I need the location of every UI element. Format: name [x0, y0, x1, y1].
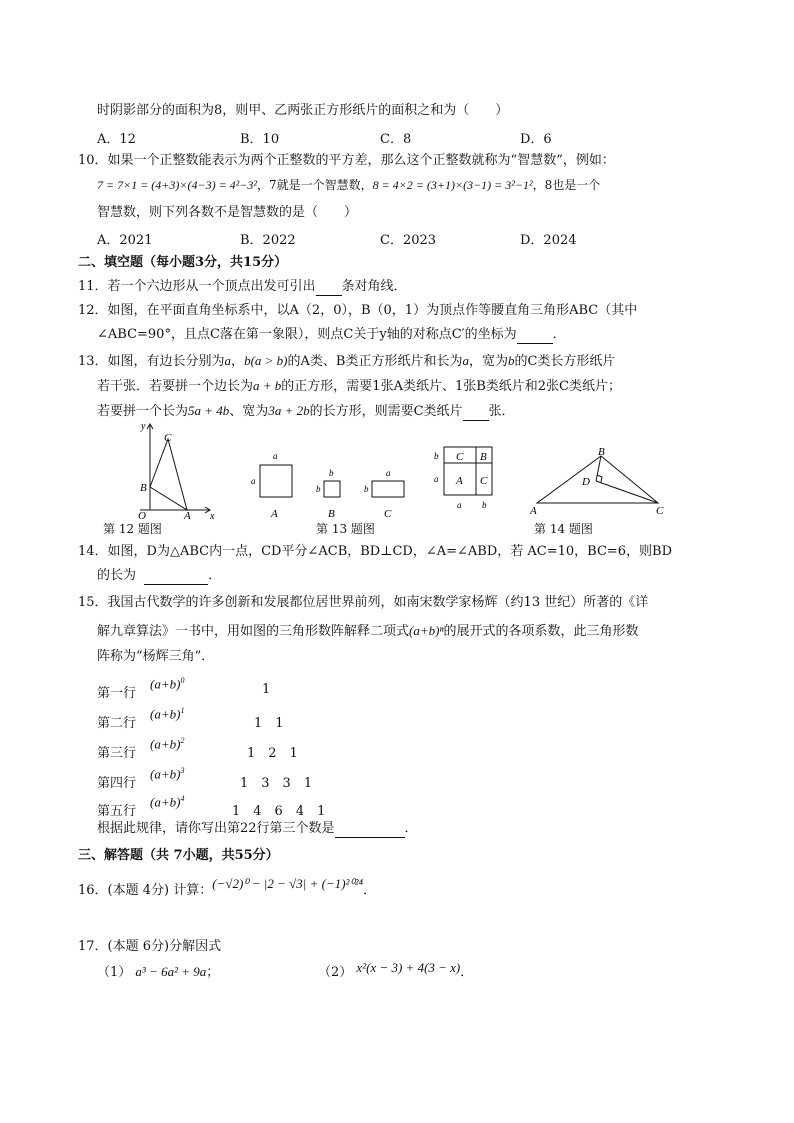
fig13-rect-c — [372, 481, 404, 497]
fig12-label-y: y — [141, 421, 146, 432]
q15-line2 — [97, 622, 639, 641]
fig14-label-a: A — [530, 505, 537, 517]
q17-p1-num: （1） — [97, 965, 132, 980]
q15-line3: 阵称为“杨辉三角”． — [97, 649, 215, 664]
q11-blank[interactable] — [316, 281, 342, 296]
q10-eq2: 8 = 4×2 = (3+1)×(3−1) = 3²−1² — [372, 178, 533, 192]
q9-option-a: A．12 — [97, 132, 136, 147]
fig13-caption-b: B — [328, 508, 335, 520]
q10-option-d: D．2024 — [520, 233, 577, 248]
yanghui-row-label: 第一行 — [97, 686, 137, 701]
q13-b: b — [507, 353, 515, 368]
q15-last — [97, 820, 418, 838]
q13-line1 — [78, 352, 615, 371]
q13-apb: a + b — [253, 378, 282, 393]
fig13-label-b-bottom: b — [482, 500, 487, 510]
q13-t4: 的C类长方形纸片 — [514, 354, 616, 369]
q14-end: ． — [208, 568, 222, 583]
fig13-label-b-left: b — [434, 451, 439, 461]
yanghui-expr-exponent: 1 — [180, 706, 185, 715]
q10-mid2: ，8也是一个 — [532, 178, 601, 192]
q16-expression: (−√2)⁰ − |2 − √3| + (−1)²⁰²⁴ — [212, 876, 364, 891]
fig12-diagram — [140, 424, 210, 513]
fig12-label-x: x — [210, 511, 215, 522]
q13-wid: 3a + 2b — [268, 403, 310, 418]
q12-line1: 12．如图，在平面直角坐标系中，以A（2，0），B（0，1）为顶点作等腰直角三角形ABC（其中 — [78, 303, 638, 318]
q13-t9: 的长方形，则需要C类纸片 — [309, 404, 463, 419]
fig14-label-d: D — [582, 476, 590, 488]
fig14-label-c: C — [656, 505, 664, 517]
q17-part2 — [318, 960, 474, 982]
q13-t6: 的正方形，需要1张A类纸片、1张B类纸片和2张C类纸片； — [281, 379, 621, 394]
q15-t1: 解九章算法》一书中，用如图的三角形数阵解释二项式 — [97, 624, 410, 639]
fig13-square-b — [324, 481, 340, 497]
q10-mid1: ，7就是一个智慧数， — [256, 178, 373, 192]
q10-line3: 智慧数，则下列各数不是智慧数的是（ ） — [97, 205, 358, 220]
q10-option-c: C．2023 — [380, 233, 437, 248]
figures-row — [0, 415, 794, 525]
q13-len: 5a + 4b — [188, 403, 230, 418]
q17-part1 — [97, 963, 219, 982]
yanghui-row-expression — [150, 736, 184, 752]
q15-last-end: ． — [404, 821, 418, 836]
q17-p2-expr: x²(x − 3) + 4(3 − x) — [356, 960, 461, 975]
q11 — [78, 278, 407, 296]
fig12-label-a: A — [184, 510, 191, 522]
fig14-bd — [596, 456, 601, 481]
fig13-label-b-side: b — [316, 484, 321, 494]
fig14-cd — [596, 481, 658, 503]
q17-label: 17．(本题 6分)分解因式 — [78, 939, 222, 954]
yanghui-row-label: 第四行 — [97, 776, 137, 791]
fig13-cell-b: B — [480, 451, 487, 463]
fig13-label-b-top: b — [329, 468, 334, 478]
fig12-triangle — [150, 439, 187, 510]
fig14-right-angle — [597, 475, 602, 482]
q13-t7: 若要拼一个长为 — [97, 404, 189, 419]
q9-continuation: 时阴影部分的面积为8，则甲、乙两张正方形纸片的面积之和为（ ） — [97, 103, 509, 118]
fig12-label-c: C — [164, 432, 172, 444]
fig14-label-b: B — [598, 446, 605, 458]
q15-line1: 15．我国古代数学的许多创新和发展都位居世界前列，如南宋数学家杨辉（约13 世纪）所著的《详 — [78, 595, 649, 610]
q13-t8: 、宽为 — [229, 404, 269, 419]
yanghui-row-label: 第二行 — [97, 716, 137, 731]
fig13-caption: 第 13 题图 — [316, 522, 375, 536]
q10-eq1: 7 = 7×1 = (4+3)×(4−3) = 4²−3² — [97, 178, 257, 192]
fig12-label-o: O — [138, 510, 146, 522]
fig12-label-b: B — [140, 482, 147, 494]
q9-option-c: C．8 — [380, 132, 412, 147]
yanghui-row-label: 第三行 — [97, 746, 137, 761]
q15-t2: 的展开式的各项系数，此三角形数 — [443, 624, 639, 639]
fig14-caption: 第 14 题图 — [534, 522, 593, 536]
yanghui-row-expression — [150, 794, 184, 810]
yanghui-row-numbers: 1 2 1 — [247, 746, 298, 761]
q15-blank[interactable] — [335, 823, 405, 838]
q9-option-b: B．10 — [240, 132, 280, 147]
fig13-label-a-left: a — [434, 474, 439, 484]
q12-blank[interactable] — [517, 329, 553, 344]
q14-line1: 14．如图，D为△ABC内一点，CD平分∠ACB，BD⊥CD，∠A=∠ABD，若 AC=10，BC=6，则BD — [78, 544, 673, 559]
yanghui-expr-exponent: 4 — [180, 794, 185, 803]
fig13-square-a — [260, 465, 292, 497]
q10-option-a: A．2021 — [97, 233, 153, 248]
q13-a2: a — [462, 353, 469, 368]
yanghui-expr-base: (a+b) — [150, 676, 181, 692]
q15-last-text: 根据此规律，请你写出第22行第三个数是 — [97, 821, 335, 836]
yanghui-row-expression — [150, 676, 184, 692]
fig13-label-c-top: a — [386, 468, 391, 478]
fig13-label-c-side: b — [364, 484, 369, 494]
q14-text: 的长为 — [97, 568, 137, 583]
fig13-label-a-bottom: a — [457, 500, 462, 510]
q17-p1-end: ； — [206, 965, 220, 980]
yanghui-row-numbers: 1 — [262, 682, 271, 697]
q10-option-b: B．2022 — [240, 233, 296, 248]
yanghui-row-label: 第五行 — [97, 804, 137, 819]
q17-p2-num: （2） — [318, 965, 353, 980]
yanghui-expr-base: (a+b) — [150, 706, 181, 722]
q17-p2-end: ． — [460, 965, 474, 980]
q13-t3: ，宽为 — [468, 354, 508, 369]
q12-text: ∠ABC=90°，且点C落在第一象限），则点C关于y轴的对称点C′的坐标为 — [97, 327, 517, 342]
fig13-cell-a: A — [456, 475, 463, 487]
q13-a: a — [224, 353, 232, 368]
q10-stem: 10．如果一个正整数能表示为两个正整数的平方差，那么这个正整数就称为“智慧数”，例如： — [78, 153, 615, 168]
yanghui-expr-base: (a+b) — [150, 794, 181, 810]
q16-end: ． — [363, 883, 377, 898]
yanghui-row-numbers: 1 3 3 1 — [240, 776, 313, 791]
q10-line2 — [97, 176, 600, 194]
yanghui-row-numbers: 1 4 6 4 1 — [232, 804, 326, 819]
yanghui-expr-base: (a+b) — [150, 766, 181, 782]
yanghui-row-numbers: 1 1 — [254, 716, 284, 731]
q16-label: 16．(本题 4分) 计算： — [78, 883, 213, 898]
fig13-label-a-side: a — [251, 476, 256, 486]
section-3-heading: 三、解答题（共 7小题，共55分） — [78, 848, 279, 863]
fig13-caption-a: A — [271, 508, 278, 520]
yanghui-row-expression — [150, 706, 184, 722]
q15-binomial: (a+b)ⁿ — [409, 623, 444, 638]
q13-t10: 张． — [488, 404, 515, 419]
fig13-label-a-top: a — [273, 451, 278, 461]
q11-text-end: 条对角线． — [341, 279, 407, 294]
q13-comma: ， — [231, 354, 245, 369]
q13-bcond: b(a > b) — [244, 353, 288, 368]
fig14-diagram — [537, 456, 658, 503]
q12-line2 — [97, 326, 566, 344]
fig12-caption: 第 12 题图 — [103, 522, 162, 536]
q14-blank[interactable] — [144, 570, 208, 585]
q12-end: ． — [552, 327, 566, 342]
fig13-cell-c2: C — [480, 475, 488, 487]
fig13-cell-c1: C — [456, 451, 464, 463]
yanghui-expr-exponent: 3 — [180, 766, 185, 775]
q13-t2: 的A类、B类正方形纸片和长为 — [287, 354, 463, 369]
fig14-triangle — [537, 456, 658, 503]
yanghui-row-expression — [150, 766, 184, 782]
q17-p1-expr: a³ − 6a² + 9a — [135, 964, 207, 979]
q9-option-d: D．6 — [520, 132, 552, 147]
q13-t5: 若干张．若要拼一个边长为 — [97, 379, 254, 394]
section-2-heading: 二、填空题（每小题3分，共15分） — [78, 255, 288, 270]
yanghui-expr-base: (a+b) — [150, 736, 181, 752]
q13-t1: 13．如图，有边长分别为 — [78, 354, 225, 369]
yanghui-expr-exponent: 2 — [180, 736, 185, 745]
yanghui-expr-exponent: 0 — [180, 676, 185, 685]
q16 — [78, 876, 377, 900]
q11-text: 11．若一个六边形从一个顶点出发可引出 — [78, 279, 316, 294]
fig13-caption-c: C — [384, 508, 392, 520]
q13-line2 — [97, 377, 621, 396]
q14-line2 — [97, 567, 221, 585]
